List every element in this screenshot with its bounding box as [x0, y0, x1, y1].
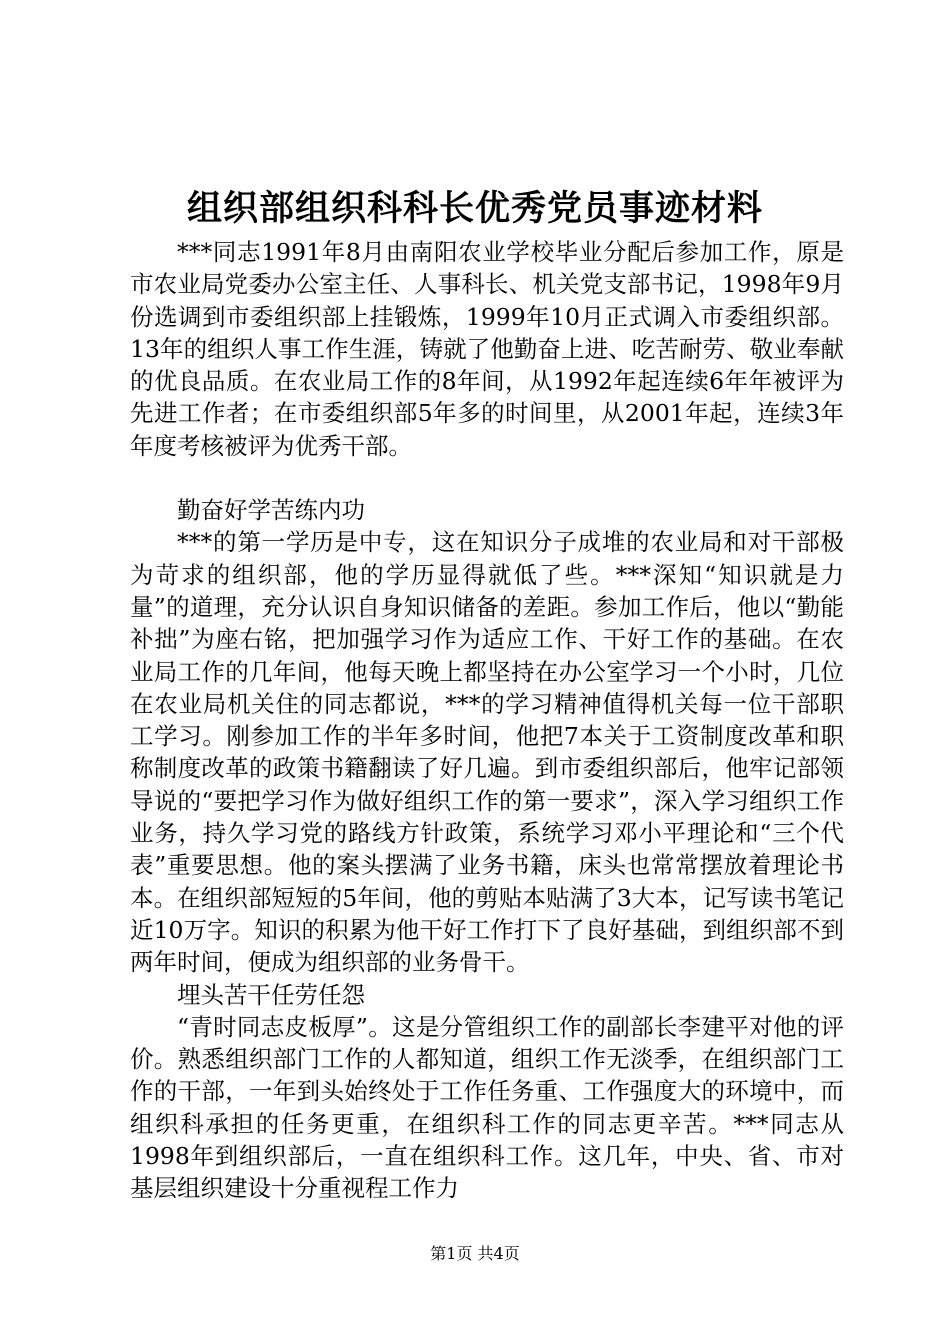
section-paragraph-study: ***的第一学历是中专，这在知识分子成堆的农业局和对干部极为苛求的组织部，他的学历显得就低了些。***深知“知识就是力量”的道理，充分认识自身知识储备的差距。参加工作后，他以“勤能补拙”为座右铭，把加强学习作为适应工作、干好工作的基础。在农业局工作的几年间，他每天晚上都坚持在办公室学习一个小时，几位在农业局机关住的同志都说，***的学习精神值得机关每一位干部职工学习。刚参加工作的半年多时间，他把7本关于工资制度改革和职称制度改革的政策书籍翻读了好几遍。到市委组织部后，他牢记部领导说的“要把学习作为做好组织工作的第一要求”，深入学习组织工作业务，持久学习党的路线方针政策，系统学习邓小平理论和“三个代表”重要思想。他的案头摆满了业务书籍，床头也常常摆放着理论书本。在组织部短短的5年间，他的剪贴本贴满了3大本，记写读书笔记近10万字。知识的积累为他干好工作打下了良好基础，到组织部不到两年时间，便成为组织部的业务骨干。	[130, 528, 844, 977]
intro-paragraph: ***同志1991年8月由南阳农业学校毕业分配后参加工作，原是市农业局党委办公室主任、人事科长、机关党支部书记，1998年9月份选调到市委组织部上挂锻炼，1999年10月正式调入市委组织部。13年的组织人事工作生涯，铸就了他勤奋上进、吃苦耐劳、敬业奉献的优良品质。在农业局工作的8年间，从1992年起连续6年年被评为先进工作者；在市委组织部5年多的时间里，从2001年起，连续3年年度考核被评为优秀干部。	[130, 238, 844, 460]
section-heading-hardwork: 埋头苦干任劳任怨	[177, 980, 365, 1009]
section-heading-study: 勤奋好学苦练内功	[177, 496, 365, 525]
section-paragraph-hardwork: “青时同志皮板厚”。这是分管组织工作的副部长李建平对他的评价。熟悉组织部门工作的人都知道，组织工作无淡季，在组织部门工作的干部，一年到头始终处于工作任务重、工作强度大的环境中，而组织科承担的任务更重，在组织科工作的同志更辛苦。***同志从1998年到组织部后，一直在组织科工作。这几年，中央、省、市对基层组织建设十分重视程工作力	[130, 1012, 844, 1203]
document-body	[130, 236, 844, 1205]
paragraph-gap	[130, 462, 844, 494]
document-title: 组织部组织科科长优秀党员事迹材料	[186, 188, 763, 229]
page-number-footer: 第1页 共4页	[430, 1244, 520, 1263]
